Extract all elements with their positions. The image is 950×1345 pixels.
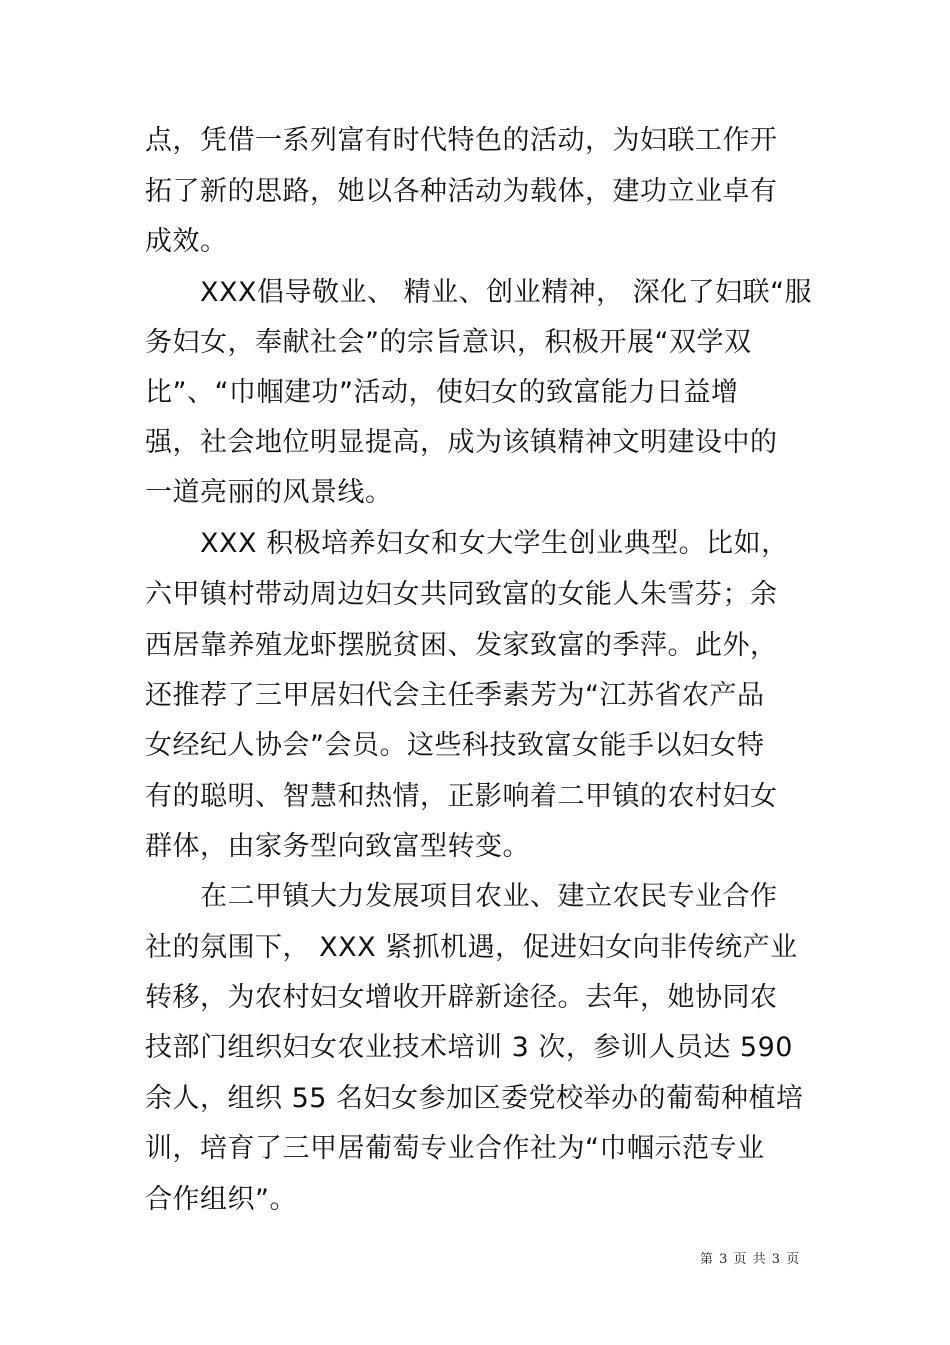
text-line: 西居靠养殖龙虾摆脱贫困、发家致富的季萍。此外， xyxy=(145,630,778,661)
text-line: 群体，由家务型向致富型转变。 xyxy=(145,831,530,862)
text-line: 务妇女，奉献社会”的宗旨意识，积极开展“双学双 xyxy=(145,327,752,358)
text-line: 训，培育了三甲居葡萄专业合作社为“巾帼示范专业 xyxy=(145,1133,765,1164)
text-line: 一道亮丽的风景线。 xyxy=(145,477,393,508)
text-line: 拓了新的思路，她以各种活动为载体，建功立业卓有 xyxy=(145,176,778,207)
paragraph-first-line: 在二甲镇大力发展项目农业、建立农民专业合作 xyxy=(200,881,778,912)
text-line: 社的氛围下， XXX 紧抓机遇，促进妇女向非传统产业 xyxy=(145,932,798,963)
text-line: 合作组织”。 xyxy=(145,1184,297,1215)
text-line: 女经纪人协会”会员。这些科技致富女能手以妇女特 xyxy=(145,730,765,761)
text-line: 六甲镇村带动周边妇女共同致富的女能人朱雪芬；余 xyxy=(145,579,778,610)
text-line: 比”、“巾帼建功”活动，使妇女的致富能力日益增 xyxy=(145,377,739,408)
text-line: 点，凭借一系列富有时代特色的活动，为妇联工作开 xyxy=(145,125,778,156)
page-number: 第 3 页 共 3 页 xyxy=(700,1252,801,1267)
text-line: 还推荐了三甲居妇代会主任季素芳为“江苏省农产品 xyxy=(145,680,765,711)
text-line: 强，社会地位明显提高，成为该镇精神文明建设中的 xyxy=(145,427,778,458)
text-line: 转移，为农村妇女增收开辟新途径。去年，她协同农 xyxy=(145,982,778,1013)
text-line: 成效。 xyxy=(145,226,228,257)
text-line: 有的聪明、智慧和热情，正影响着二甲镇的农村妇女 xyxy=(145,781,778,812)
paragraph-first-line: XXX 积极培养妇女和女大学生创业典型。比如， xyxy=(200,528,789,559)
text-line: 技部门组织妇女农业技术培训 3 次，参训人员达 590 xyxy=(145,1032,793,1063)
text-line: 余人，组织 55 名妇女参加区委党校举办的葡萄种植培 xyxy=(145,1083,804,1114)
paragraph-first-line: XXX倡导敬业、 精业、创业精神， 深化了妇联“服 xyxy=(200,277,813,308)
